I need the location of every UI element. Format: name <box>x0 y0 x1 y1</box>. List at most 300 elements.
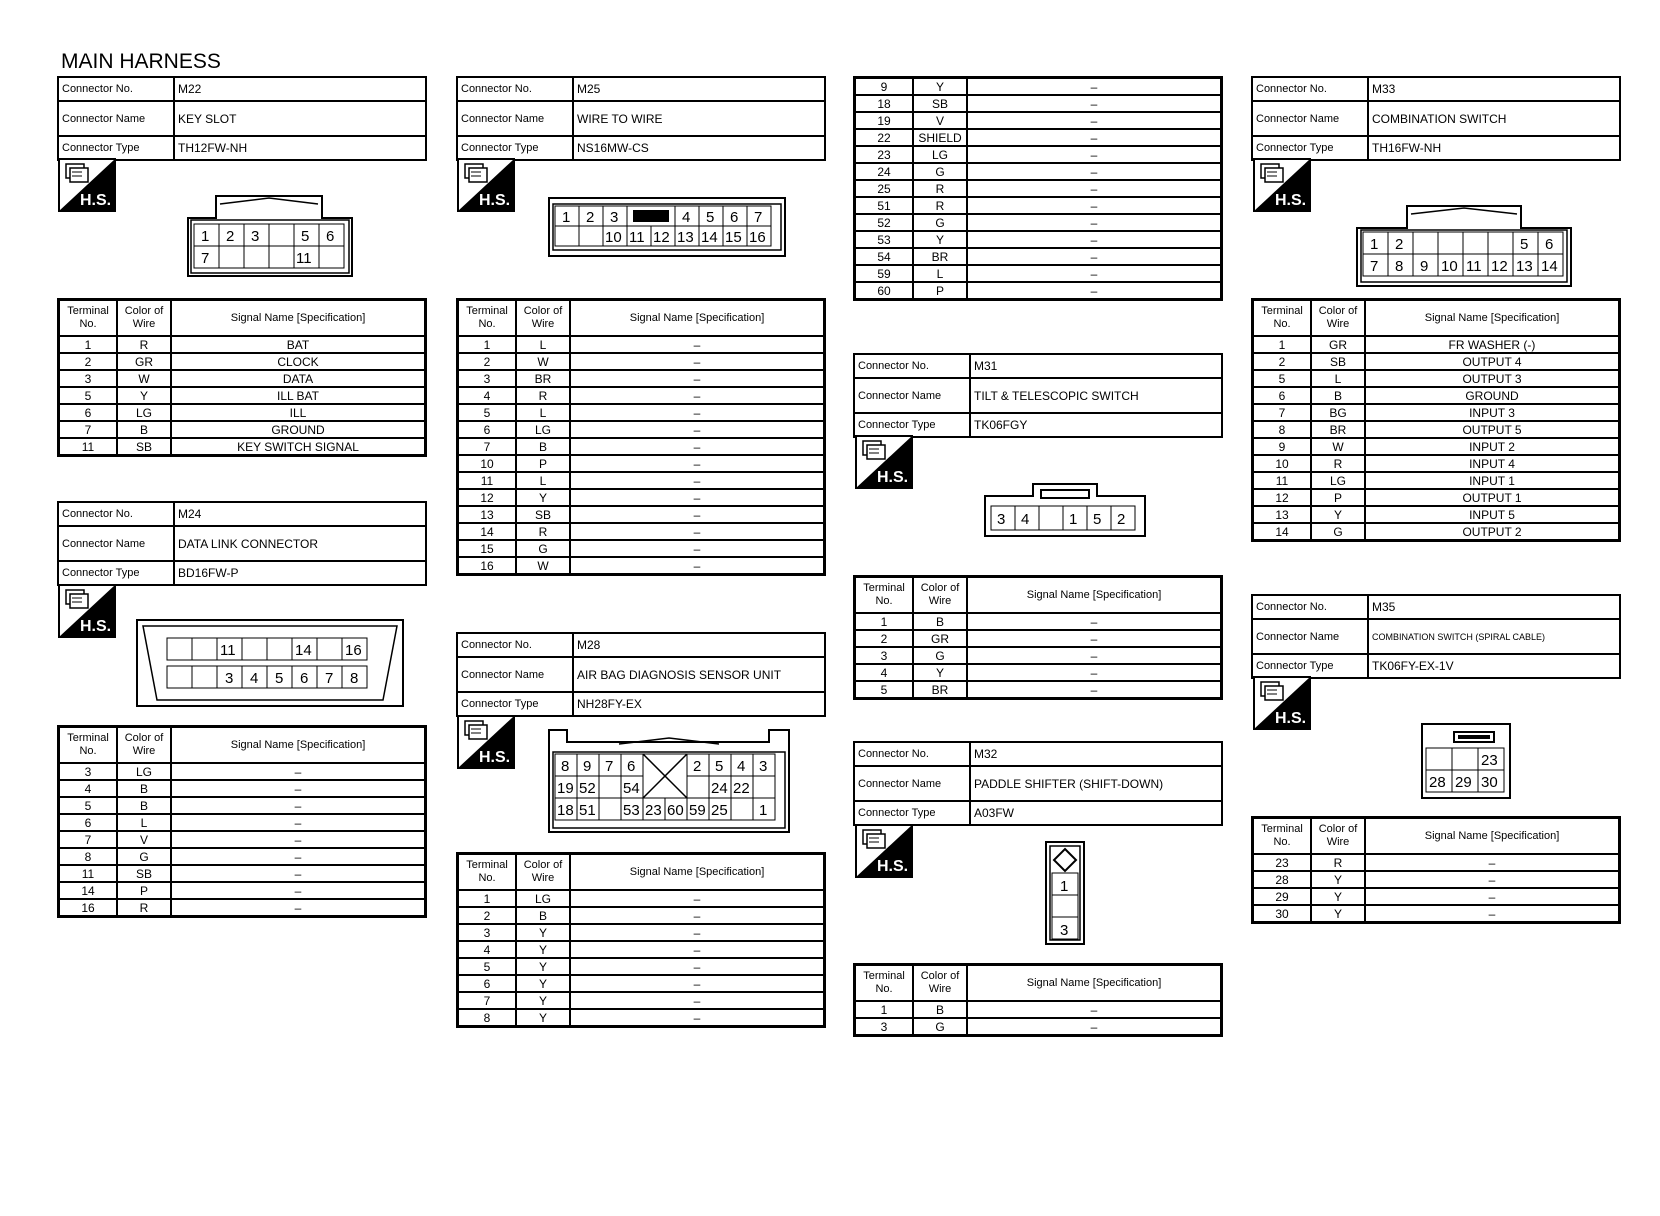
pin-label: 54 <box>623 780 640 797</box>
signal-cell: – <box>171 848 426 865</box>
signal-cell: – <box>570 370 825 387</box>
connector-info-m32 <box>853 741 1223 826</box>
signal-cell: INPUT 1 <box>1365 472 1620 489</box>
signal-cell: – <box>570 941 825 958</box>
terminal-cell: 4 <box>458 387 517 404</box>
terminal-cell: 3 <box>855 1018 914 1036</box>
terminal-cell: 24 <box>855 163 914 180</box>
connector-name-value: WIRE TO WIRE <box>573 101 825 136</box>
terminal-cell: 8 <box>458 1009 517 1027</box>
table-row <box>855 163 1222 180</box>
terminal-cell: 3 <box>59 763 118 780</box>
color-cell: G <box>913 214 967 231</box>
table-row <box>1253 506 1620 523</box>
terminal-cell: 16 <box>59 899 118 917</box>
color-cell: LG <box>913 146 967 163</box>
signal-cell: – <box>171 865 426 882</box>
label-connector-no: Connector No. <box>457 633 573 657</box>
pin-grid <box>194 224 344 268</box>
hs-label: H.S. <box>479 749 511 766</box>
color-cell: R <box>913 180 967 197</box>
pin-label: 5 <box>715 758 724 775</box>
connector-type-value: A03FW <box>970 801 1222 825</box>
signal-cell: – <box>967 129 1222 146</box>
connector-no-value: M33 <box>1368 77 1620 101</box>
terminal-cell: 10 <box>458 455 517 472</box>
table-row <box>458 890 825 907</box>
signal-cell: – <box>967 180 1222 197</box>
color-cell: W <box>516 557 570 575</box>
color-cell: Y <box>516 924 570 941</box>
label-connector-name: Connector Name <box>58 101 174 136</box>
terminal-cell: 14 <box>59 882 118 899</box>
signal-cell: – <box>171 797 426 814</box>
terminal-cell: 12 <box>458 489 517 506</box>
header-terminal: Terminal No. <box>458 854 517 891</box>
table-row <box>59 882 426 899</box>
table-row <box>855 197 1222 214</box>
color-cell: LG <box>516 421 570 438</box>
color-cell: BR <box>516 370 570 387</box>
terminal-cell: 11 <box>59 438 118 456</box>
pin-label: 19 <box>557 780 574 797</box>
terminal-cell: 9 <box>855 78 914 96</box>
connector-no-value: M32 <box>970 742 1222 766</box>
label-connector-no: Connector No. <box>58 502 174 526</box>
terminal-cell: 1 <box>855 1001 914 1018</box>
table-row <box>1253 438 1620 455</box>
color-cell: GR <box>913 630 967 647</box>
terminal-cell: 23 <box>855 146 914 163</box>
signal-cell: – <box>570 907 825 924</box>
pin-label: 3 <box>997 511 1006 528</box>
signal-cell: – <box>570 540 825 557</box>
table-row <box>458 523 825 540</box>
signal-cell: – <box>967 248 1222 265</box>
color-cell: GR <box>1311 336 1365 353</box>
signal-cell: OUTPUT 5 <box>1365 421 1620 438</box>
terminal-cell: 14 <box>458 523 517 540</box>
terminal-cell: 5 <box>458 404 517 421</box>
color-cell: B <box>117 797 171 814</box>
signal-cell: – <box>570 387 825 404</box>
color-cell: Y <box>1311 871 1365 888</box>
connector-diagram-m28 <box>547 728 791 834</box>
signal-cell: CLOCK <box>171 353 426 370</box>
pin-label: 14 <box>701 229 718 246</box>
table-row <box>458 506 825 523</box>
signal-cell: DATA <box>171 370 426 387</box>
pin-label: 14 <box>295 642 312 659</box>
color-cell: L <box>516 404 570 421</box>
pin-label: 7 <box>605 758 614 775</box>
signal-cell: – <box>570 336 825 353</box>
terminal-cell: 51 <box>855 197 914 214</box>
pin-label: 2 <box>586 209 595 226</box>
terminal-cell: 3 <box>855 647 914 664</box>
table-row <box>855 231 1222 248</box>
pin-label: 13 <box>677 229 694 246</box>
terminal-cell: 60 <box>855 282 914 300</box>
color-cell: V <box>117 831 171 848</box>
color-cell: R <box>516 523 570 540</box>
table-row <box>1253 387 1620 404</box>
table-row <box>855 664 1222 681</box>
color-cell: BG <box>1311 404 1365 421</box>
pin-label: 60 <box>667 802 684 819</box>
table-row <box>1253 523 1620 541</box>
pin-label: 13 <box>1516 258 1533 275</box>
header-terminal: Terminal No. <box>1253 300 1312 337</box>
connector-type-value: BD16FW-P <box>174 561 426 585</box>
pin-label: 11 <box>220 642 236 659</box>
pin-label: 30 <box>1481 774 1498 791</box>
pin-label: 5 <box>301 228 310 245</box>
terminal-cell: 6 <box>59 814 118 831</box>
color-cell: G <box>516 540 570 557</box>
pin-label: 1 <box>1370 236 1379 253</box>
terminal-cell: 7 <box>59 831 118 848</box>
table-row <box>458 975 825 992</box>
harness-side-icon <box>58 584 116 638</box>
terminal-cell: 2 <box>855 630 914 647</box>
color-cell: BR <box>1311 421 1365 438</box>
table-row <box>59 336 426 353</box>
terminal-cell: 25 <box>855 180 914 197</box>
header-terminal: Terminal No. <box>458 300 517 337</box>
label-connector-no: Connector No. <box>854 742 970 766</box>
terminal-cell: 16 <box>458 557 517 575</box>
table-row <box>855 112 1222 129</box>
table-row <box>855 95 1222 112</box>
terminal-cell: 7 <box>458 992 517 1009</box>
pin-label: 3 <box>610 209 619 226</box>
connector-info-m25 <box>456 76 826 161</box>
table-row <box>1253 421 1620 438</box>
color-cell: P <box>913 282 967 300</box>
terminal-table-m31 <box>853 575 1223 700</box>
table-row <box>458 438 825 455</box>
table-row <box>855 214 1222 231</box>
table-row <box>458 924 825 941</box>
table-row <box>458 370 825 387</box>
terminal-cell: 2 <box>458 353 517 370</box>
pin-label: 5 <box>1520 236 1529 253</box>
color-cell: Y <box>1311 506 1365 523</box>
terminal-cell: 3 <box>59 370 118 387</box>
pin-label: 1 <box>1069 511 1078 528</box>
signal-cell: INPUT 3 <box>1365 404 1620 421</box>
header-color: Color of Wire <box>1311 300 1365 337</box>
table-row <box>855 1001 1222 1018</box>
harness-side-icon <box>457 715 515 769</box>
terminal-cell: 23 <box>1253 854 1312 871</box>
pin-label: 1 <box>562 209 571 226</box>
color-cell: SB <box>117 865 171 882</box>
header-terminal: Terminal No. <box>59 727 118 764</box>
header-signal: Signal Name [Specification] <box>1365 300 1620 337</box>
pin-label: 3 <box>225 670 234 687</box>
terminal-cell: 1 <box>855 613 914 630</box>
terminal-cell: 11 <box>458 472 517 489</box>
signal-cell: – <box>967 112 1222 129</box>
terminal-cell: 14 <box>1253 523 1312 541</box>
label-connector-no: Connector No. <box>58 77 174 101</box>
signal-cell: – <box>171 899 426 917</box>
table-row <box>59 899 426 917</box>
harness-side-icon <box>855 824 913 878</box>
table-row <box>59 831 426 848</box>
color-cell: L <box>117 814 171 831</box>
signal-cell: GROUND <box>1365 387 1620 404</box>
signal-cell: – <box>570 404 825 421</box>
terminal-table-m22 <box>57 298 427 457</box>
terminal-cell: 22 <box>855 129 914 146</box>
header-terminal: Terminal No. <box>855 577 914 614</box>
hs-label: H.S. <box>80 192 112 209</box>
table-row <box>59 353 426 370</box>
color-cell: G <box>913 647 967 664</box>
connector-info-m22 <box>57 76 427 161</box>
table-row <box>59 780 426 797</box>
terminal-cell: 7 <box>1253 404 1312 421</box>
terminal-cell: 6 <box>1253 387 1312 404</box>
table-row <box>458 421 825 438</box>
header-signal: Signal Name [Specification] <box>1365 818 1620 855</box>
color-cell: LG <box>117 404 171 421</box>
terminal-cell: 52 <box>855 214 914 231</box>
pin-label: 1 <box>759 802 768 819</box>
label-connector-no: Connector No. <box>457 77 573 101</box>
signal-cell: INPUT 2 <box>1365 438 1620 455</box>
connector-no-value: M24 <box>174 502 426 526</box>
table-row <box>1253 353 1620 370</box>
color-cell: Y <box>117 387 171 404</box>
hs-label: H.S. <box>1275 710 1307 727</box>
signal-cell: – <box>570 975 825 992</box>
pin-label: 16 <box>749 229 766 246</box>
signal-cell: INPUT 4 <box>1365 455 1620 472</box>
header-signal: Signal Name [Specification] <box>570 300 825 337</box>
pin-label: 9 <box>1420 258 1429 275</box>
terminal-cell: 6 <box>458 975 517 992</box>
terminal-cell: 5 <box>59 387 118 404</box>
harness-side-icon <box>1253 676 1311 730</box>
pin-label: 6 <box>730 209 739 226</box>
pin-label: 4 <box>250 670 259 687</box>
pin-label: 6 <box>627 758 636 775</box>
signal-cell: – <box>967 282 1222 300</box>
pin-label: 10 <box>1441 258 1458 275</box>
signal-cell: – <box>967 1001 1222 1018</box>
terminal-cell: 3 <box>458 370 517 387</box>
table-row <box>855 282 1222 300</box>
terminal-cell: 11 <box>59 865 118 882</box>
terminal-cell: 5 <box>855 681 914 699</box>
hs-label: H.S. <box>1275 192 1307 209</box>
pin-label: 5 <box>275 670 284 687</box>
signal-cell: – <box>171 831 426 848</box>
table-row <box>1253 888 1620 905</box>
label-connector-name: Connector Name <box>1252 101 1368 136</box>
label-connector-type: Connector Type <box>1252 136 1368 160</box>
connector-diagram-m24 <box>135 618 405 708</box>
color-cell: G <box>117 848 171 865</box>
terminal-cell: 8 <box>1253 421 1312 438</box>
label-connector-no: Connector No. <box>1252 77 1368 101</box>
table-row <box>458 387 825 404</box>
color-cell: GR <box>117 353 171 370</box>
table-row <box>855 630 1222 647</box>
terminal-cell: 13 <box>1253 506 1312 523</box>
connector-no-value: M31 <box>970 354 1222 378</box>
hs-label: H.S. <box>877 858 909 875</box>
table-row <box>855 180 1222 197</box>
signal-cell: – <box>967 214 1222 231</box>
pin-label: 14 <box>1541 258 1558 275</box>
terminal-cell: 59 <box>855 265 914 282</box>
terminal-cell: 3 <box>458 924 517 941</box>
hs-label: H.S. <box>80 618 112 635</box>
color-cell: P <box>117 882 171 899</box>
signal-cell: ILL <box>171 404 426 421</box>
header-terminal: Terminal No. <box>1253 818 1312 855</box>
label-connector-type: Connector Type <box>58 136 174 160</box>
terminal-cell: 13 <box>458 506 517 523</box>
pin-label: 25 <box>711 802 728 819</box>
signal-cell: – <box>967 647 1222 664</box>
label-connector-name: Connector Name <box>457 101 573 136</box>
terminal-cell: 54 <box>855 248 914 265</box>
color-cell: B <box>913 613 967 630</box>
signal-cell: – <box>1365 888 1620 905</box>
connector-type-value: TH12FW-NH <box>174 136 426 160</box>
color-cell: Y <box>516 941 570 958</box>
table-row <box>458 540 825 557</box>
signal-cell: – <box>570 472 825 489</box>
pin-label: 3 <box>759 758 768 775</box>
color-cell: B <box>1311 387 1365 404</box>
color-cell: Y <box>1311 905 1365 923</box>
pin-label: 29 <box>1455 774 1472 791</box>
color-cell: V <box>913 112 967 129</box>
color-cell: P <box>1311 489 1365 506</box>
table-row <box>855 613 1222 630</box>
color-cell: LG <box>117 763 171 780</box>
connector-name-value: COMBINATION SWITCH <box>1368 101 1620 136</box>
pin-label: 11 <box>1466 258 1482 275</box>
connector-info-m28 <box>456 632 826 717</box>
color-cell: LG <box>516 890 570 907</box>
table-row <box>458 1009 825 1027</box>
table-row <box>458 472 825 489</box>
table-row <box>855 78 1222 96</box>
signal-cell: – <box>1365 871 1620 888</box>
terminal-cell: 4 <box>855 664 914 681</box>
table-row <box>458 489 825 506</box>
header-color: Color of Wire <box>117 300 171 337</box>
table-row <box>59 865 426 882</box>
header-color: Color of Wire <box>516 854 570 891</box>
color-cell: BR <box>913 681 967 699</box>
pin-label: 2 <box>693 758 702 775</box>
terminal-cell: 29 <box>1253 888 1312 905</box>
signal-cell: – <box>171 763 426 780</box>
pin-label: 6 <box>326 228 335 245</box>
harness-side-icon <box>58 158 116 212</box>
color-cell: G <box>913 1018 967 1036</box>
color-cell: Y <box>516 489 570 506</box>
table-row <box>458 958 825 975</box>
signal-cell: – <box>967 95 1222 112</box>
signal-cell: OUTPUT 1 <box>1365 489 1620 506</box>
terminal-table-m28 <box>456 852 826 1028</box>
terminal-cell: 9 <box>1253 438 1312 455</box>
pin-label: 10 <box>605 229 622 246</box>
header-terminal: Terminal No. <box>59 300 118 337</box>
signal-cell: – <box>967 265 1222 282</box>
color-cell: R <box>1311 455 1365 472</box>
pin-label: 8 <box>350 670 359 687</box>
color-cell: Y <box>913 231 967 248</box>
signal-cell: – <box>570 992 825 1009</box>
connector-name-value: TILT & TELESCOPIC SWITCH <box>970 378 1222 413</box>
pin-label: 24 <box>711 780 728 797</box>
signal-cell: – <box>570 421 825 438</box>
label-connector-name: Connector Name <box>58 526 174 561</box>
connector-no-value: M35 <box>1368 595 1620 619</box>
color-cell: BR <box>913 248 967 265</box>
color-cell: Y <box>913 664 967 681</box>
signal-cell: – <box>1365 905 1620 923</box>
color-cell: R <box>1311 854 1365 871</box>
color-cell: SB <box>516 506 570 523</box>
color-cell: LG <box>1311 472 1365 489</box>
header-color: Color of Wire <box>913 965 967 1002</box>
pin-label: 4 <box>1021 511 1030 528</box>
color-cell: B <box>913 1001 967 1018</box>
harness-side-icon <box>1253 158 1311 212</box>
connector-diagram-m22 <box>186 194 354 278</box>
table-row <box>59 763 426 780</box>
table-row <box>855 129 1222 146</box>
label-connector-type: Connector Type <box>457 136 573 160</box>
label-connector-no: Connector No. <box>854 354 970 378</box>
color-cell: B <box>516 907 570 924</box>
color-cell: R <box>516 387 570 404</box>
terminal-cell: 4 <box>458 941 517 958</box>
color-cell: SB <box>117 438 171 456</box>
pin-label: 7 <box>201 250 210 267</box>
table-row <box>59 814 426 831</box>
pin-label: 18 <box>557 802 574 819</box>
color-cell: L <box>1311 370 1365 387</box>
pin-label: 22 <box>733 780 750 797</box>
terminal-cell: 12 <box>1253 489 1312 506</box>
pin-label: 23 <box>645 802 662 819</box>
table-row <box>855 248 1222 265</box>
signal-cell: – <box>967 664 1222 681</box>
pin-label: 3 <box>1060 922 1069 939</box>
connector-diagram-m25 <box>547 196 787 258</box>
signal-cell: – <box>967 231 1222 248</box>
pin-label: 3 <box>251 228 260 245</box>
terminal-cell: 2 <box>458 907 517 924</box>
connector-info-m35 <box>1251 594 1621 679</box>
signal-cell: GROUND <box>171 421 426 438</box>
signal-cell: – <box>570 1009 825 1027</box>
pin-label: 6 <box>1545 236 1554 253</box>
